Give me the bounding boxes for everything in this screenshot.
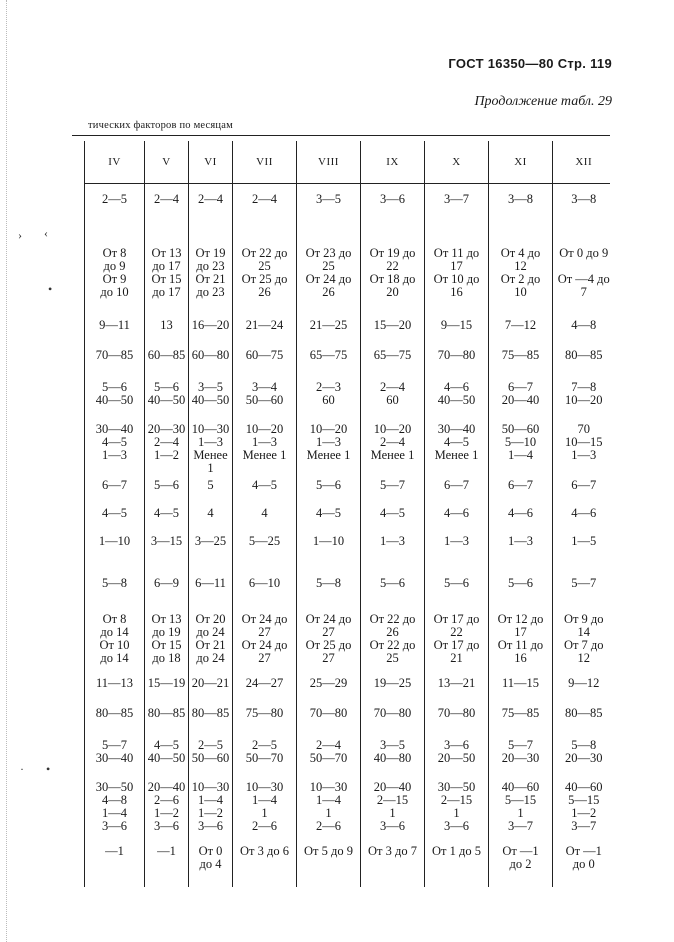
table-cell: 2—4: [189, 183, 233, 243]
table-cell: 40—60 5—15 1 3—7: [489, 777, 553, 841]
margin-mark: ›: [18, 228, 22, 242]
table-cell: От —1 до 0: [553, 841, 615, 887]
table-cell: 5—25: [233, 531, 297, 573]
table-cell: 6—7: [85, 475, 145, 503]
table-cell: От 23 до 25 От 24 до 26: [297, 243, 361, 315]
column-header-ix: IX: [361, 141, 425, 183]
table-cell: 3—5: [297, 183, 361, 243]
table-cell: 60—75: [233, 345, 297, 377]
table-cell: От 3 до 6: [233, 841, 297, 887]
table-cell: От 0 до 4: [189, 841, 233, 887]
table-cell: 4—5: [85, 503, 145, 531]
table-cell: 80—85: [145, 703, 189, 735]
table-cell: 5—6: [489, 573, 553, 609]
table-continuation-label: Продолжение табл. 29: [474, 94, 612, 109]
table-cell: 4—5: [297, 503, 361, 531]
table-cell: 2—4 50—70: [297, 735, 361, 777]
table-row: [85, 243, 615, 315]
table-cell: 4—8: [553, 315, 615, 345]
table-cell: 50—60 5—10 1—4: [489, 419, 553, 475]
table-cell: 20—30 2—4 1—2: [145, 419, 189, 475]
table-cell: 4—5: [145, 503, 189, 531]
table-row: [85, 703, 615, 735]
table-row: [85, 777, 615, 841]
table-cell: 19—25: [361, 673, 425, 703]
table-cell: 70—80: [361, 703, 425, 735]
table-cell: 6—7 20—40: [489, 377, 553, 419]
table-cell: 2—4 60: [361, 377, 425, 419]
table-cell: 2—4: [145, 183, 189, 243]
table-cell: 30—50 4—8 1—4 3—6: [85, 777, 145, 841]
table-cell: 3—5 40—80: [361, 735, 425, 777]
table-cell: От 13 до 19 От 15 до 18: [145, 609, 189, 673]
table-cell: 3—25: [189, 531, 233, 573]
table-cell: —1: [85, 841, 145, 887]
table-cell: 6—10: [233, 573, 297, 609]
table-cell: 5—7: [553, 573, 615, 609]
table-cell: От 17 до 22 От 17 до 21: [425, 609, 489, 673]
table-cell: 5—7: [361, 475, 425, 503]
table-cell: От 19 до 23 От 21 до 23: [189, 243, 233, 315]
table-cell: От 11 до 17 От 10 до 16: [425, 243, 489, 315]
table-cell: 1—3: [361, 531, 425, 573]
table-cell: От 19 до 22 От 18 до 20: [361, 243, 425, 315]
table-cell: 7—12: [489, 315, 553, 345]
table-cell: 70 10—15 1—3: [553, 419, 615, 475]
table-cell: 3—15: [145, 531, 189, 573]
column-header-vii: VII: [233, 141, 297, 183]
table-cell: 11—15: [489, 673, 553, 703]
table-cell: 2—4: [233, 183, 297, 243]
table-cell: 10—20 1—3 Менее 1: [297, 419, 361, 475]
table-cell: 2—3 60: [297, 377, 361, 419]
page-left-margin-line: [6, 0, 7, 942]
table-cell: 5—8 20—30: [553, 735, 615, 777]
table-cell: 80—85: [553, 345, 615, 377]
table-cell: 40—60 5—15 1—2 3—7: [553, 777, 615, 841]
table-cell: 6—7: [489, 475, 553, 503]
table-cell: От 12 до 17 От 11 до 16: [489, 609, 553, 673]
table-caption: тических факторов по месяцам: [88, 120, 233, 131]
table-cell: 5—7 30—40: [85, 735, 145, 777]
table-cell: 80—85: [189, 703, 233, 735]
table-cell: 15—20: [361, 315, 425, 345]
table-cell: 16—20: [189, 315, 233, 345]
table-cell: 5—6: [425, 573, 489, 609]
table-cell: 25—29: [297, 673, 361, 703]
table-cell: 6—9: [145, 573, 189, 609]
table-cell: От 24 до 27 От 25 до 27: [297, 609, 361, 673]
table-cell: От 0 до 9 От —4 до 7: [553, 243, 615, 315]
table-cell: От 3 до 7: [361, 841, 425, 887]
table-row: [85, 735, 615, 777]
table-cell: 9—11: [85, 315, 145, 345]
table-cell: 1—3: [425, 531, 489, 573]
table-cell: 21—25: [297, 315, 361, 345]
table-cell: 1—10: [85, 531, 145, 573]
table-row: [85, 377, 615, 419]
table-row: [85, 475, 615, 503]
table-row: [85, 841, 615, 887]
table-cell: 30—50 2—15 1 3—6: [425, 777, 489, 841]
table-row: [85, 503, 615, 531]
table-cell: От 20 до 24 От 21 до 24: [189, 609, 233, 673]
table-cell: 5—6 40—50: [85, 377, 145, 419]
table-row: [85, 183, 615, 243]
table-cell: 4: [189, 503, 233, 531]
table-cell: 4: [233, 503, 297, 531]
table-cell: 5—8: [297, 573, 361, 609]
table-row: [85, 573, 615, 609]
table-cell: 10—30 1—3 Менее 1: [189, 419, 233, 475]
table-cell: 5—6: [145, 475, 189, 503]
table-cell: От 8 до 14 От 10 до 14: [85, 609, 145, 673]
table-top-rule: [72, 135, 610, 136]
table-cell: 10—30 1—4 1 2—6: [297, 777, 361, 841]
table-cell: 70—80: [425, 703, 489, 735]
table-cell: 5—7 20—30: [489, 735, 553, 777]
table-cell: 70—80: [297, 703, 361, 735]
table-cell: 60—80: [189, 345, 233, 377]
table-cell: 13—21: [425, 673, 489, 703]
table-cell: От —1 до 2: [489, 841, 553, 887]
column-header-vi: VI: [189, 141, 233, 183]
column-header-viii: VIII: [297, 141, 361, 183]
table-cell: 7—8 10—20: [553, 377, 615, 419]
table-cell: 13: [145, 315, 189, 345]
table-cell: 5—6: [361, 573, 425, 609]
table-cell: От 9 до 14 От 7 до 12: [553, 609, 615, 673]
table-cell: 2—5 50—70: [233, 735, 297, 777]
margin-mark: ‹: [44, 226, 48, 240]
table-cell: От 5 до 9: [297, 841, 361, 887]
table-cell: 60—85: [145, 345, 189, 377]
column-header-iv: IV: [85, 141, 145, 183]
table-cell: 75—80: [233, 703, 297, 735]
margin-mark: •: [48, 282, 53, 296]
table-row: [85, 609, 615, 673]
table-cell: 3—5 40—50: [189, 377, 233, 419]
table-cell: 5—6 40—50: [145, 377, 189, 419]
table-cell: 11—13: [85, 673, 145, 703]
table-cell: 9—12: [553, 673, 615, 703]
table-cell: 1—10: [297, 531, 361, 573]
table-cell: 2—5 50—60: [189, 735, 233, 777]
page-header: ГОСТ 16350—80 Стр. 119: [448, 56, 612, 71]
table-cell: 6—7: [425, 475, 489, 503]
table-cell: 3—7: [425, 183, 489, 243]
table-cell: 1—3: [489, 531, 553, 573]
table-cell: От 4 до 12 От 2 до 10: [489, 243, 553, 315]
table-row: [85, 315, 615, 345]
table-cell: 4—5: [233, 475, 297, 503]
table-cell: 3—8: [489, 183, 553, 243]
table-cell: От 1 до 5: [425, 841, 489, 887]
table-cell: 21—24: [233, 315, 297, 345]
table-cell: От 13 до 17 От 15 до 17: [145, 243, 189, 315]
table-cell: 65—75: [361, 345, 425, 377]
table-cell: —1: [145, 841, 189, 887]
table-header-row: [85, 141, 615, 183]
column-header-xii: XII: [553, 141, 615, 183]
table-row: [85, 673, 615, 703]
table-cell: 24—27: [233, 673, 297, 703]
table-cell: 6—11: [189, 573, 233, 609]
table-cell: 4—5 40—50: [145, 735, 189, 777]
table-cell: 20—21: [189, 673, 233, 703]
table-cell: 3—4 50—60: [233, 377, 297, 419]
table-cell: 20—40 2—15 1 3—6: [361, 777, 425, 841]
table-cell: 2—5: [85, 183, 145, 243]
column-header-x: X: [425, 141, 489, 183]
table-cell: 4—6 40—50: [425, 377, 489, 419]
table-cell: 70—85: [85, 345, 145, 377]
table-cell: 10—30 1—4 1 2—6: [233, 777, 297, 841]
table-cell: 65—75: [297, 345, 361, 377]
table-cell: 15—19: [145, 673, 189, 703]
table-cell: 75—85: [489, 703, 553, 735]
table-cell: 4—6: [553, 503, 615, 531]
column-header-xi: XI: [489, 141, 553, 183]
table-cell: 30—40 4—5 Менее 1: [425, 419, 489, 475]
table-cell: От 24 до 27 От 24 до 27: [233, 609, 297, 673]
table-cell: 75—85: [489, 345, 553, 377]
table-cell: 70—80: [425, 345, 489, 377]
table-cell: 4—6: [425, 503, 489, 531]
table-cell: 30—40 4—5 1—3: [85, 419, 145, 475]
margin-mark: •: [46, 762, 51, 776]
table-cell: От 8 до 9 От 9 до 10: [85, 243, 145, 315]
table-cell: 80—85: [85, 703, 145, 735]
table-cell: 3—8: [553, 183, 615, 243]
table-cell: От 22 до 25 От 25 до 26: [233, 243, 297, 315]
table-cell: 80—85: [553, 703, 615, 735]
table-cell: 20—40 2—6 1—2 3—6: [145, 777, 189, 841]
table-cell: 10—20 1—3 Менее 1: [233, 419, 297, 475]
table-cell: 10—30 1—4 1—2 3—6: [189, 777, 233, 841]
table-cell: От 22 до 26 От 22 до 25: [361, 609, 425, 673]
table-cell: 4—5: [361, 503, 425, 531]
table-cell: 9—15: [425, 315, 489, 345]
table-cell: 10—20 2—4 Менее 1: [361, 419, 425, 475]
table-row: [85, 345, 615, 377]
table-row: [85, 419, 615, 475]
table-cell: 5—8: [85, 573, 145, 609]
table-cell: 3—6 20—50: [425, 735, 489, 777]
table-cell: 1—5: [553, 531, 615, 573]
table-row: [85, 531, 615, 573]
table-cell: 3—6: [361, 183, 425, 243]
table-cell: 5—6: [297, 475, 361, 503]
column-header-v: V: [145, 141, 189, 183]
table-cell: 6—7: [553, 475, 615, 503]
table-cell: 4—6: [489, 503, 553, 531]
table-cell: 5: [189, 475, 233, 503]
climate-factors-table: [84, 141, 615, 887]
margin-mark: ·: [20, 762, 24, 776]
